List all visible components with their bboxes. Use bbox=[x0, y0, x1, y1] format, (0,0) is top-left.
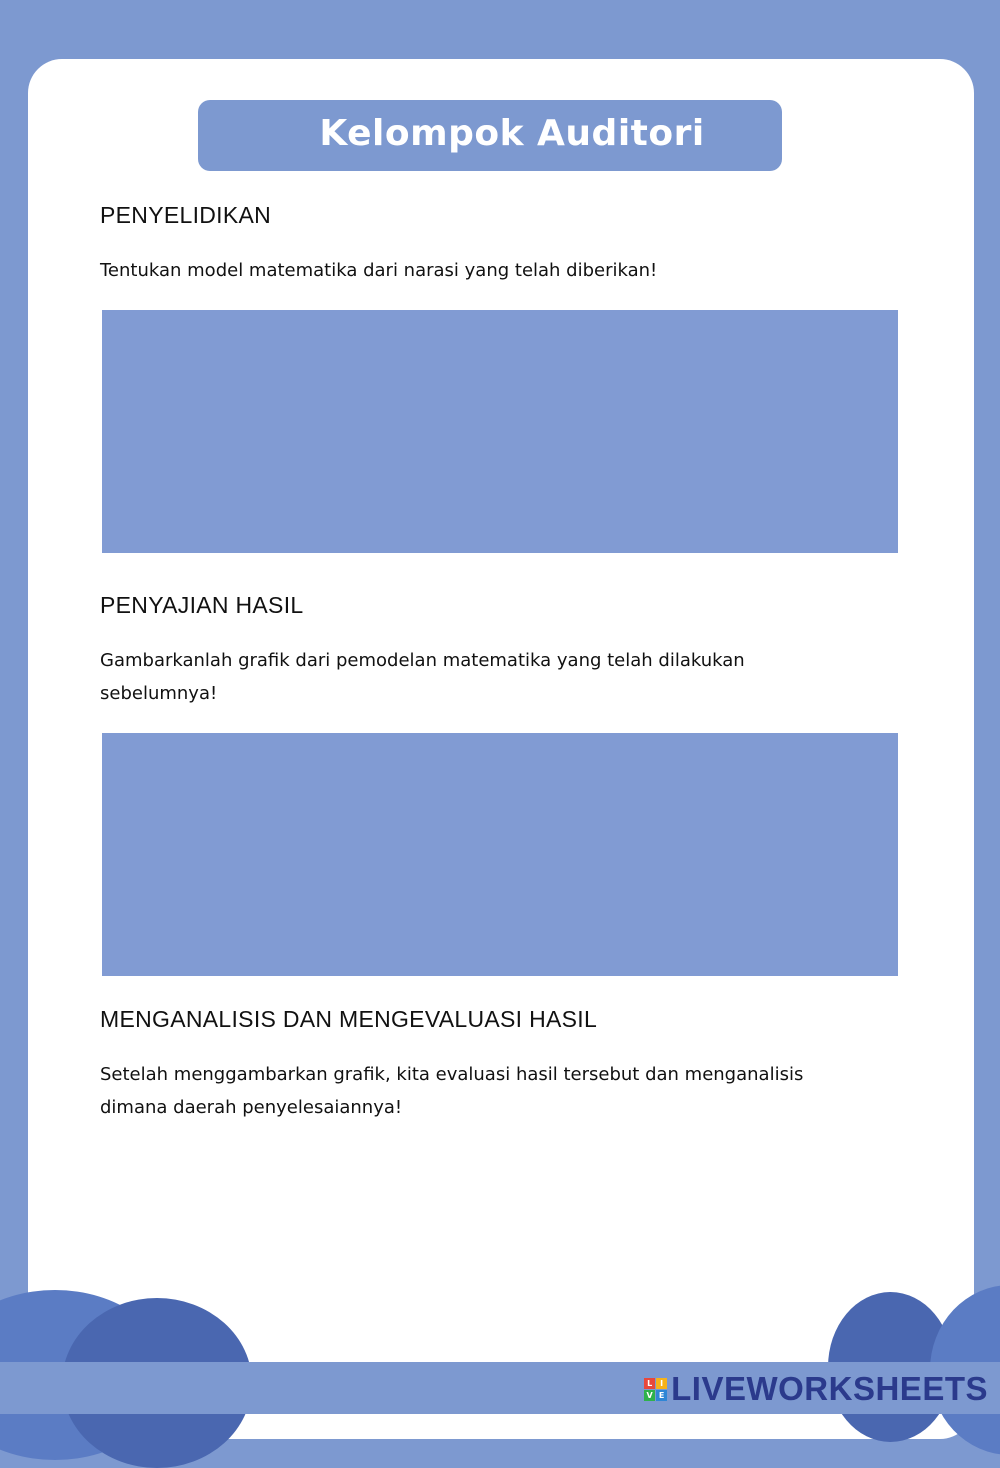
section-instruction-penyajian-hasil: Gambarkanlah grafik dari pemodelan matematika yang telah dilakukan sebelumnya! bbox=[100, 650, 745, 704]
liveworksheets-logo-icon bbox=[644, 1378, 667, 1401]
liveworksheets-watermark bbox=[644, 1370, 988, 1408]
section-heading-penyajian-hasil: PENYAJIAN HASIL bbox=[100, 592, 304, 618]
logo-letter: V bbox=[644, 1390, 655, 1401]
section-heading-penyelidikan: PENYELIDIKAN bbox=[100, 202, 272, 228]
logo-letter: E bbox=[656, 1390, 667, 1401]
logo-letter: L bbox=[644, 1378, 655, 1389]
section-instruction-menganalisis: Setelah menggambarkan grafik, kita evaluasi hasil tersebut dan menganalisis dimana daerah penyelesaiannya! bbox=[100, 1064, 804, 1118]
title-banner bbox=[198, 100, 782, 171]
section-heading-menganalisis: MENGANALISIS DAN MENGEVALUASI HASIL bbox=[100, 1006, 598, 1032]
watermark-text: LIVEWORKSHEETS bbox=[671, 1370, 988, 1407]
section-instruction-penyelidikan: Tentukan model matematika dari narasi yang telah diberikan! bbox=[100, 260, 658, 281]
answer-box-penyelidikan[interactable] bbox=[102, 310, 898, 553]
logo-letter: I bbox=[656, 1378, 667, 1389]
answer-box-penyajian-hasil[interactable] bbox=[102, 733, 898, 976]
page-title: Kelompok Auditori bbox=[319, 113, 705, 154]
